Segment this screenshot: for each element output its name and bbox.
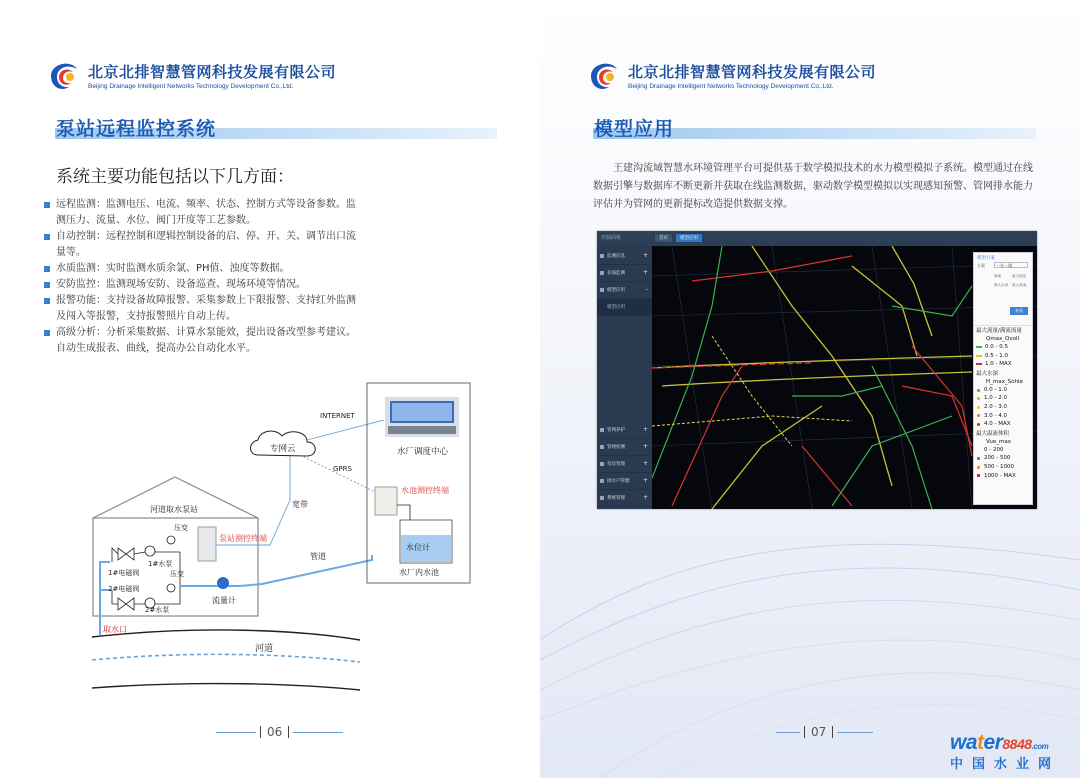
grid-icon [600, 254, 604, 258]
expand-icon: + [642, 460, 648, 467]
user-icon [600, 479, 604, 483]
company-logo-right [588, 58, 876, 92]
pipe-label: 管道 [310, 552, 326, 561]
feature-item: 报警功能：支持设备故障报警、采集参数上下限报警、支持红外监测及闯入等报警，支持报警照片自动上传。 [42, 293, 362, 325]
feature-item: 安防监控：监测现场安防、设备巡查、现场环境等情况。 [42, 277, 362, 293]
sidebar-item-label: 监测信息 [607, 254, 625, 259]
flowmeter-label: 流量计 [212, 596, 236, 605]
company-name-cn: 北京北排智慧管网科技发展有限公司 [88, 62, 337, 81]
valve-1-icon [118, 548, 134, 560]
pressure-2-label: 压变 [170, 570, 184, 578]
expand-icon: + [642, 252, 648, 259]
pump-terminal-label: 泵站测控终端 [219, 534, 267, 543]
sidebar-item-label: 系统管理 [607, 496, 625, 501]
company-name-en: Beijing Drainage Intelligent Networks Technology Development Co.,Ltd. [628, 82, 834, 90]
legend-item: 3.0 - 4.0 [976, 412, 1030, 421]
collapse-icon: - [645, 286, 648, 293]
pressure-1-label: 压变 [174, 524, 188, 532]
model-legend-panel [973, 252, 1033, 505]
watermark-brand: water8848.com [950, 731, 1049, 754]
legend-group-title: 最大流量/满流流量 [976, 328, 1022, 334]
model-icon [600, 288, 604, 292]
sidebar-item-label: 泵房管理 [607, 462, 625, 467]
pool-terminal-icon [375, 487, 397, 515]
section-title: 泵站远程监控系统 [56, 118, 217, 140]
legend-item: 1.0 - MAX [976, 360, 1030, 369]
feature-item: 自动控制：远程控制和逻辑控制设备的启、停、开、关、调节出口流量等。 [42, 229, 362, 261]
sidebar-item-system[interactable] [597, 490, 652, 507]
expand-icon: + [642, 443, 648, 450]
pressure-gauge-2-icon [167, 584, 175, 592]
page-number-right [776, 726, 873, 738]
legend-item: 500 - 1000 [976, 463, 1030, 472]
legend-group-subtitle: Vue_max [986, 438, 1011, 445]
pump-2-label: 2#水泵 [145, 606, 170, 614]
tab-home[interactable]: 首页 [655, 234, 672, 242]
legend-item: 2.0 - 3.0 [976, 403, 1030, 412]
expand-icon: + [642, 494, 648, 501]
pump-1-icon [145, 546, 155, 556]
watermark-cn: 中国水业网 [950, 757, 1061, 772]
pump-terminal-icon [198, 527, 216, 561]
sidebar-item-inspection[interactable] [597, 439, 652, 456]
legend-group-title: 最大温流体积 [976, 430, 1010, 437]
section-title: 模型应用 [594, 118, 675, 140]
sidebar-item-online-monitor[interactable] [597, 265, 652, 282]
monitor-icon [600, 271, 604, 275]
pool-label: 水厂内水池 [399, 568, 439, 577]
internet-label: INTERNET [320, 412, 355, 420]
legend-panel-title: 模型方案 [977, 256, 995, 261]
gear-icon [600, 496, 604, 500]
sidebar-subitem-model-app[interactable] [597, 299, 652, 316]
intro-text: 系统主要功能包括以下几方面： [56, 167, 294, 187]
sidebar-item-monitor-info[interactable] [597, 248, 652, 265]
company-name-en: Beijing Drainage Intelligent Networks Technology Development Co.,Ltd. [88, 82, 294, 90]
model-app-screenshot [597, 231, 1037, 509]
legend-group-overflow [974, 429, 1032, 480]
wrench-icon [600, 428, 604, 432]
legend-group-flow [974, 326, 1032, 369]
sidebar-item-label: 管网养护 [607, 428, 625, 433]
company-logo-icon [588, 58, 622, 92]
pressure-gauge-1-icon [167, 536, 175, 544]
feature-item: 水质监测：实时监测水质余氯、PH值、浊度等数据。 [42, 261, 362, 277]
pump-station-label: 河道取水泵站 [150, 505, 198, 514]
page-number-left [216, 726, 343, 738]
sidebar-item-label: 管网检测 [607, 445, 625, 450]
cloud-label: 专网云 [270, 444, 296, 454]
radio-full-flow[interactable]: 满流 [994, 274, 1002, 278]
feature-item: 远程监测：监测电压、电流、频率、状态、控制方式等设备参数。监测压力、流量、水位、阀门开度等工艺参数。 [42, 197, 362, 229]
flowmeter-icon [217, 577, 229, 589]
radio-max-depth[interactable]: 最大水深 [994, 283, 1009, 287]
sidebar-subitem-label: 模型应用 [607, 305, 625, 310]
legend-group-subtitle: H_max_Sohle [986, 378, 1023, 385]
radio-max-flow[interactable]: 最大流量 [1012, 274, 1027, 278]
control-center-label: 水厂调度中心 [397, 447, 449, 457]
legend-item: 0 - 200 [976, 446, 1030, 455]
level-meter-label: 水位计 [406, 543, 430, 552]
legend-item: 0.0 - 1.0 [976, 386, 1030, 395]
legend-item: 0.0 - 0.5 [976, 343, 1030, 352]
expand-icon: + [642, 477, 648, 484]
scheme-filter [974, 253, 1032, 326]
sidebar-item-pump-room[interactable] [597, 456, 652, 473]
view-button[interactable]: 查看 [1010, 307, 1028, 315]
model-description: 王建沟流域智慧水环境管理平台可提供基于数学模拟技术的水力模型模拟子系统。模型通过在线数据引擎与数据库不断更新并获取在线监测数据，驱动数学模型模拟以实现感知预警、管网排水能力评估并为管网的更新提标改造提供数据支撑。 [593, 163, 1033, 210]
gprs-label: GPRS [333, 465, 352, 473]
sidebar-item-maintenance[interactable] [597, 422, 652, 439]
valve-2-icon [118, 598, 134, 610]
app-brand: 控制面板 [601, 235, 622, 241]
page-number: 07 [804, 726, 833, 738]
scheme-select[interactable]: 一年一遇 [994, 262, 1028, 268]
legend-item: 4.0 - MAX [976, 420, 1030, 429]
valve-1-label: 1#电磁阀 [108, 569, 140, 577]
expand-icon: + [642, 269, 648, 276]
legend-item: 1000 - MAX [976, 472, 1030, 481]
intake-label: 取水口 [103, 625, 127, 634]
expand-icon: + [642, 426, 648, 433]
legend-group-title: 最大水深 [976, 370, 999, 377]
legend-item: 200 - 500 [976, 454, 1030, 463]
app-topbar [597, 231, 1037, 246]
valve-2-label: 2#电磁阀 [108, 585, 140, 593]
pump-icon [600, 462, 604, 466]
legend-group-subtitle: Qmax_Qvoll [986, 336, 1020, 342]
legend-group-depth [974, 369, 1032, 429]
pump-1-label: 1#水泵 [148, 560, 173, 568]
watermark [950, 731, 1060, 772]
sidebar-item-label: 模型应用 [607, 288, 625, 293]
app-sidebar [597, 246, 652, 509]
search-icon [600, 445, 604, 449]
scheme-field-label: 方案 [977, 263, 985, 268]
pool-terminal-label: 水池测控终端 [401, 486, 449, 495]
tab-model[interactable]: 模型应用 [676, 234, 702, 242]
sidebar-item-model[interactable] [597, 282, 652, 299]
sidebar-item-drainage-users[interactable] [597, 473, 652, 490]
control-room-screen-icon [385, 397, 459, 437]
sidebar-item-label: 在线监测 [607, 271, 625, 276]
river-label: 河道 [255, 644, 274, 654]
legend-item: 1.0 - 2.0 [976, 394, 1030, 403]
legend-item: 0.5 - 1.0 [976, 352, 1030, 361]
broadband-label: 宽带 [292, 500, 308, 509]
company-name-cn: 北京北排智慧管网科技发展有限公司 [628, 62, 877, 81]
feature-item: 高级分析：分析采集数据、计算水泵能效，提出设备改型参考建议。自动生成报表、曲线，提高办公自动化水平。 [42, 325, 362, 357]
radio-max-velocity[interactable]: 最大流速 [1012, 283, 1027, 287]
sidebar-item-label: 排水户管理 [607, 479, 630, 484]
page-number: 06 [260, 726, 289, 738]
